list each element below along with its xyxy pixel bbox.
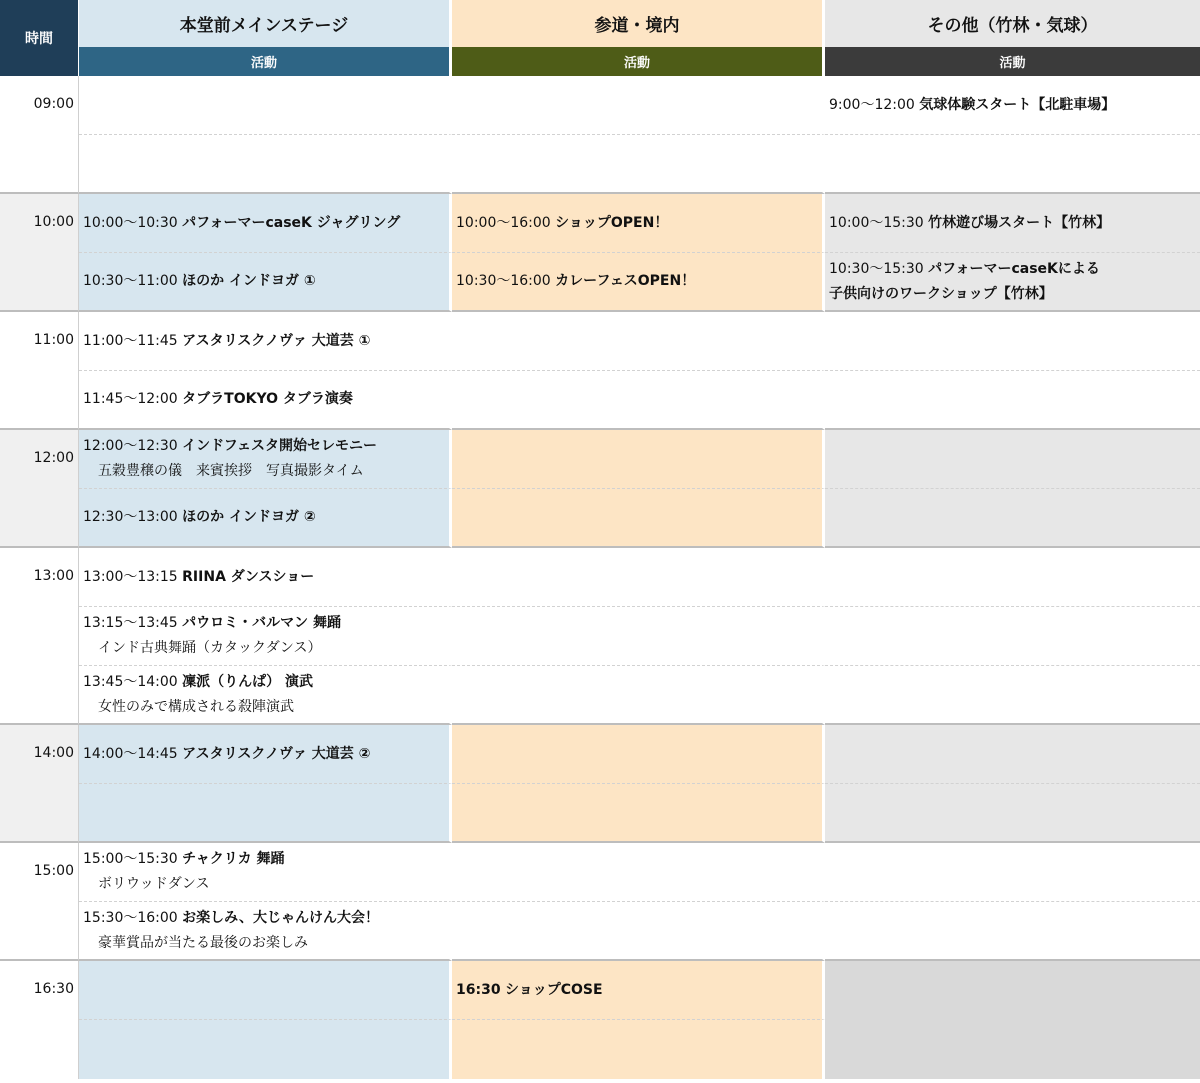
time-label: 13:00 — [0, 548, 79, 725]
event-cell — [825, 76, 1200, 135]
event-title-line2: 子供向けのワークショップ【竹林】 — [829, 285, 1053, 302]
event-title: ショップCOSE — [505, 981, 603, 998]
empty-slot — [825, 784, 1200, 843]
event-description: インド古典舞踊（カタックダンス） — [98, 640, 322, 656]
empty-slot — [452, 548, 825, 607]
empty-slot — [452, 607, 825, 666]
empty-slot — [452, 312, 825, 371]
empty-slot — [452, 725, 825, 784]
event-title: 凜派（りんぱ） 演武 — [182, 673, 314, 690]
event-cell — [79, 607, 452, 666]
event-title: ほのか インドヨガ ① — [182, 273, 316, 289]
empty-slot — [825, 725, 1200, 784]
event-title: パフォーマーcaseK ジャグリング — [182, 214, 401, 231]
event-cell — [452, 194, 825, 253]
event-cell — [79, 489, 452, 548]
event-title: ほのか インドヨガ ② — [182, 509, 316, 525]
event-cell — [452, 961, 825, 1020]
empty-slot — [79, 135, 452, 194]
column-header-main-stage: 本堂前メインステージ — [79, 0, 452, 47]
event-time: 13:00〜13:15 — [83, 568, 178, 585]
event-cell — [79, 430, 452, 489]
event-cell — [79, 725, 452, 784]
event-title: お楽しみ、大じゃんけん大会！ — [182, 909, 379, 926]
event-description: 豪華賞品が当たる最後のお楽しみ — [98, 934, 308, 951]
event-cell — [79, 312, 452, 371]
event-cell — [825, 194, 1200, 253]
time-label: 09:00 — [0, 76, 79, 194]
event-title: 気球体験スタート【北駐車場】 — [919, 96, 1116, 113]
event-title: チャクリカ 舞踊 — [182, 851, 285, 867]
subheader-approach: 活動 — [452, 47, 825, 76]
column-header-other: その他（竹林・気球） — [825, 0, 1200, 47]
empty-slot — [79, 784, 452, 843]
event-time: 12:30〜13:00 — [83, 509, 178, 525]
event-title: タブラTOKYO タブラ演奏 — [182, 391, 353, 407]
empty-slot — [452, 371, 825, 430]
event-title: パフォーマーcaseKによる — [928, 260, 1100, 277]
event-time: 10:30〜11:00 — [83, 273, 178, 289]
event-title: ショップOPEN！ — [555, 214, 669, 231]
event-cell — [79, 548, 452, 607]
empty-slot — [452, 430, 825, 489]
event-title: カレーフェスOPEN！ — [555, 273, 696, 289]
event-cell — [79, 253, 452, 312]
empty-slot — [825, 548, 1200, 607]
time-label: 16:30 — [0, 961, 79, 1079]
subheader-other: 活動 — [825, 47, 1200, 76]
empty-slot — [825, 607, 1200, 666]
event-time: 11:45〜12:00 — [83, 391, 178, 407]
event-time: 15:30〜16:00 — [83, 909, 178, 926]
event-title: アスタリスクノヴァ 大道芸 ② — [182, 745, 371, 762]
event-title: アスタリスクノヴァ 大道芸 ① — [182, 332, 371, 349]
time-label: 15:00 — [0, 843, 79, 961]
empty-slot — [452, 784, 825, 843]
empty-slot — [452, 489, 825, 548]
event-time: 14:00〜14:45 — [83, 745, 178, 762]
event-cell — [79, 666, 452, 725]
column-header-approach: 参道・境内 — [452, 0, 825, 47]
event-time: 16:30 — [456, 981, 501, 998]
event-time: 10:30〜16:00 — [456, 273, 551, 289]
empty-slot — [452, 135, 825, 194]
empty-slot — [825, 371, 1200, 430]
event-cell — [825, 253, 1200, 312]
empty-slot — [825, 312, 1200, 371]
event-time: 11:00〜11:45 — [83, 332, 178, 349]
time-label: 11:00 — [0, 312, 79, 430]
empty-slot — [825, 666, 1200, 725]
empty-slot — [825, 902, 1200, 961]
event-description: 女性のみで構成される殺陣演武 — [98, 698, 294, 715]
empty-slot — [825, 961, 1200, 1079]
empty-slot — [825, 843, 1200, 902]
event-title: パウロミ・バルマン 舞踊 — [182, 615, 342, 631]
event-title: 竹林遊び場スタート【竹林】 — [928, 214, 1111, 231]
time-label: 14:00 — [0, 725, 79, 843]
subheader-main-stage: 活動 — [79, 47, 452, 76]
event-cell — [79, 371, 452, 430]
event-description: ボリウッドダンス — [98, 876, 210, 892]
time-label: 10:00 — [0, 194, 79, 312]
empty-slot — [79, 961, 452, 1020]
empty-slot — [452, 902, 825, 961]
event-time: 13:45〜14:00 — [83, 673, 178, 690]
empty-slot — [452, 666, 825, 725]
empty-slot — [452, 1020, 825, 1079]
event-title: インドフェスタ開始セレモニー — [182, 438, 378, 454]
event-cell — [79, 843, 452, 902]
event-time: 10:00〜16:00 — [456, 214, 551, 231]
event-time: 13:15〜13:45 — [83, 615, 178, 631]
empty-slot — [452, 76, 825, 135]
empty-slot — [825, 489, 1200, 548]
event-time: 10:00〜10:30 — [83, 214, 178, 231]
time-header: 時間 — [0, 0, 79, 76]
event-time: 10:30〜15:30 — [829, 260, 924, 277]
event-cell — [79, 902, 452, 961]
time-label: 12:00 — [0, 430, 79, 548]
event-time: 10:00〜15:30 — [829, 214, 924, 231]
empty-slot — [79, 1020, 452, 1079]
event-time: 12:00〜12:30 — [83, 438, 178, 454]
event-description: 五穀豊穣の儀 来賓挨拶 写真撮影タイム — [98, 463, 364, 479]
event-cell — [79, 194, 452, 253]
empty-slot — [79, 76, 452, 135]
empty-slot — [825, 430, 1200, 489]
event-time: 9:00〜12:00 — [829, 96, 915, 113]
event-time: 15:00〜15:30 — [83, 851, 178, 867]
empty-slot — [452, 843, 825, 902]
event-cell — [452, 253, 825, 312]
event-title: RIINA ダンスショー — [182, 568, 315, 585]
empty-slot — [825, 135, 1200, 194]
